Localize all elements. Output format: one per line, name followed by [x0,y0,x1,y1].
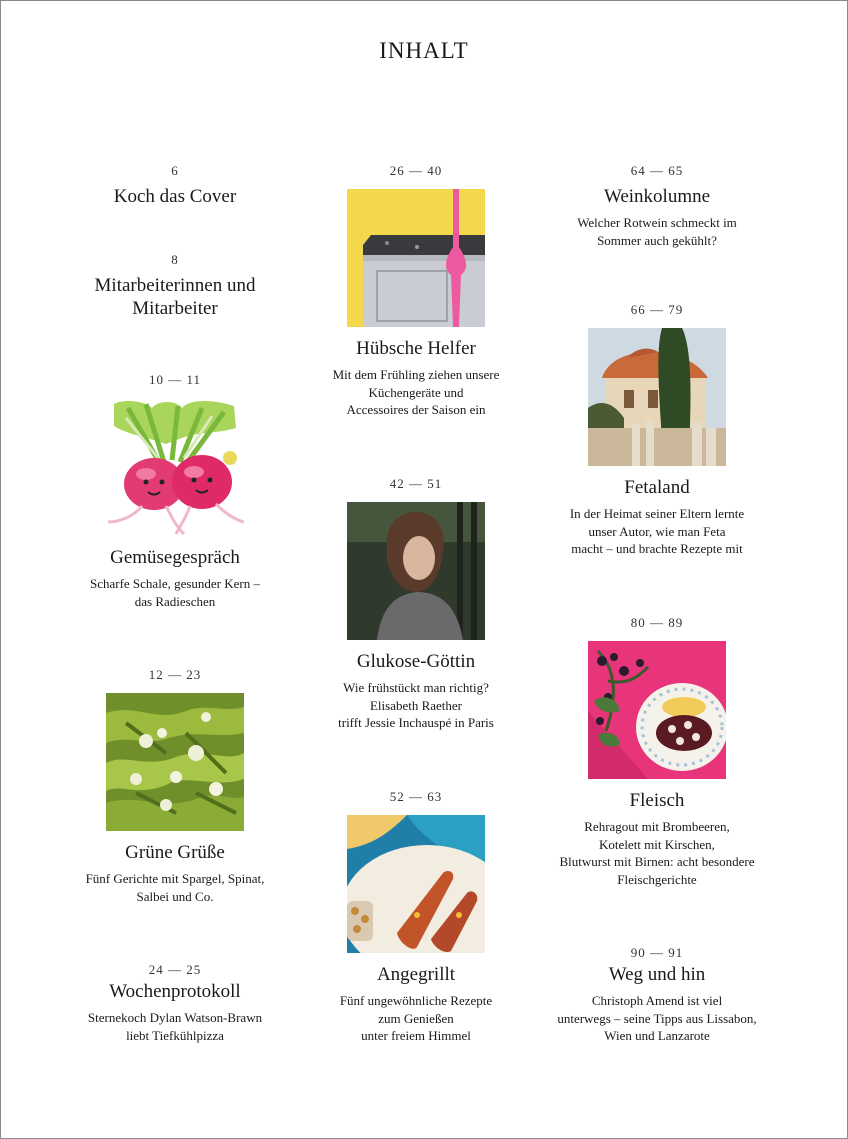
toc-entry-pretty-helpers[interactable] [286,163,546,419]
entry-description: Mit dem Frühling ziehen unsere Küchengeräte und Accessoires der Saison ein [332,367,500,417]
entry-description: Sternekoch Dylan Watson-Brawn liebt Tiefkühlpizza [87,1010,263,1043]
page-range: 64 — 65 [630,163,684,178]
page-title: INHALT [379,38,469,63]
toc-entry-fetaland[interactable] [527,302,787,558]
toc-entry-meat[interactable] [527,615,787,888]
page-range: 26 — 40 [389,163,443,178]
entry-description: Rehragout mit Brombeeren, Kotelett mit Kirschen, Blutwurst mit Birnen: acht besondere Fleischgerichte [559,819,755,887]
grilled-dish-photo [347,815,485,953]
toc-entry-green-greetings[interactable] [45,667,305,905]
toc-entry-wine-column[interactable] [527,163,787,249]
entry-description: Christoph Amend ist viel unterwegs – seine Tipps aus Lissabon, Wien und Lanzarote [557,993,757,1043]
page-range: 42 — 51 [389,476,443,491]
toc-entry-vegetable-talk[interactable] [45,372,305,610]
entry-description: Welcher Rotwein schmeckt im Sommer auch gekühlt? [577,215,737,248]
entry-heading: Fleisch [629,790,685,811]
entry-heading: Weinkolumne [603,186,711,207]
entry-heading: Koch das Cover [113,186,237,207]
page-range: 8 [171,252,179,267]
page-range: 6 [171,163,179,178]
entry-heading: Gemüsegespräch [110,547,240,568]
meat-dish-photo [588,641,726,779]
entry-description: Fünf ungewöhnliche Rezepte zum Genießen unter freiem Himmel [339,993,493,1043]
entry-heading: Fetaland [624,477,690,498]
toc-entry-travel[interactable] [527,945,787,1045]
toc-entry-grilled[interactable] [286,789,546,1045]
entry-description: In der Heimat seiner Eltern lernte unser Autor, wie man Feta macht – und brachte Rezepte mit [569,506,745,556]
entry-description: Scharfe Schale, gesunder Kern – das Radieschen [89,576,260,609]
toc-entry-cover[interactable] [45,163,305,208]
entry-heading: Grüne Grüße [125,842,225,863]
toc-entry-staff[interactable] [45,252,305,320]
pasta-photo [106,693,244,831]
page-range: 10 — 11 [148,372,202,387]
entry-heading: Mitarbeiterinnen und Mitarbeiter [94,275,256,319]
page-range: 90 — 91 [630,945,684,960]
church-photo [588,328,726,466]
entry-description: Wie frühstückt man richtig? Elisabeth Raether trifft Jessie Inchauspé in Paris [338,680,494,730]
entry-heading: Weg und hin [608,964,706,985]
entry-heading: Wochenprotokoll [109,981,241,1002]
entry-heading: Glukose-Göttin [356,651,476,672]
kitchen-appliance-photo [347,189,485,327]
page-range: 52 — 63 [389,789,443,804]
toc-entry-glucose-goddess[interactable] [286,476,546,732]
page-range: 24 — 25 [148,962,202,977]
page-range: 80 — 89 [630,615,684,630]
entry-description: Fünf Gerichte mit Spargel, Spinat, Salbei und Co. [85,871,265,904]
page-range: 66 — 79 [630,302,684,317]
radish-illustration [106,398,244,536]
toc-entry-weekly-protocol[interactable] [45,962,305,1044]
page-range: 12 — 23 [148,667,202,682]
entry-heading: Angegrillt [376,964,456,985]
entry-heading: Hübsche Helfer [356,338,476,359]
portrait-photo [347,502,485,640]
